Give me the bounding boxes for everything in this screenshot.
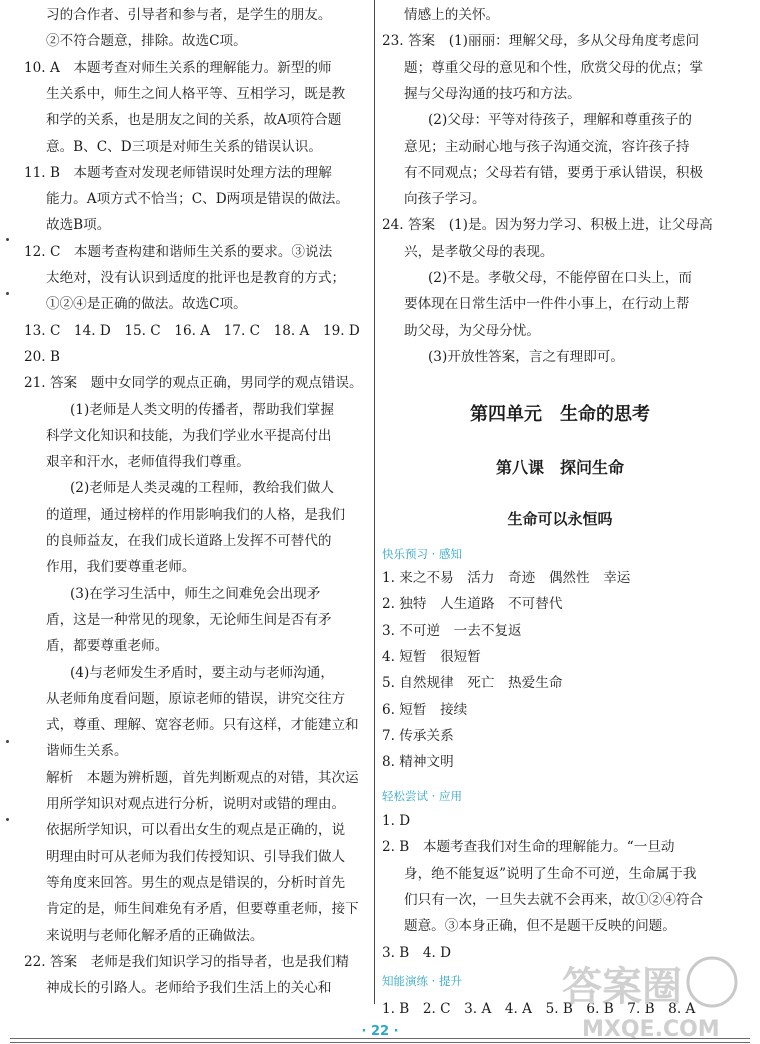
preview-item: 2. 独特 人生道路 不可替代 [382, 596, 563, 613]
preview-item: 6. 短暂 接续 [382, 701, 468, 718]
margin-mark [6, 238, 9, 241]
text-line: 12. C 本题考查构建和谐师生关系的要求。③说法 [24, 243, 333, 260]
text-line: 2. B 本题考查我们对生命的理解能力。“一旦动 [382, 839, 675, 856]
watermark-url: MXQE.COM [582, 1017, 720, 1042]
section-header-trial: 轻松尝试 · 应用 [382, 789, 462, 803]
text-line: 们只有一次，一旦失去就不会再来，故①②④符合 [404, 891, 704, 908]
text-line: ②不符合题意，排除。故选C项。 [46, 33, 247, 50]
text-line: 10. A 本题考查对师生关系的理解能力。新型的师 [24, 59, 332, 76]
text-line: 意。B、C、D三项是对师生关系的错误认识。 [46, 138, 322, 155]
text-line: (3)开放性答案，言之有理即可。 [428, 348, 624, 365]
section-header-preview: 快乐预习 · 感知 [382, 547, 462, 561]
page-number: · 22 · [361, 1024, 399, 1039]
text-line: 11. B 本题考查对发现老师错误时处理方法的理解 [24, 164, 332, 181]
text-line: 3. B 4. D [382, 944, 452, 961]
text-line: 的道理，通过榜样的作用影响我们的人格，是我们 [46, 506, 346, 523]
text-line: 的良师益友，在我们成长道路上发挥不可替代的 [46, 533, 332, 549]
preview-item: 7. 传承关系 [382, 727, 454, 744]
text-line: 来说明与老师化解矛盾的正确做法。 [46, 927, 264, 944]
practice-answers: 1. B 2. C 3. A 4. A 5. B 6. B 7. B 8. A [382, 1001, 696, 1017]
text-line: ①②④是正确的做法。故选C项。 [46, 296, 247, 313]
text-line: (2)不是。孝敬父母，不能停留在口头上，而 [428, 270, 692, 286]
text-line: 明理由时可从老师为我们传授知识、引导我们做人 [46, 848, 346, 865]
preview-item: 3. 不可逆 一去不复返 [382, 622, 522, 639]
right-column [382, 0, 738, 1017]
margin-mark [6, 818, 9, 821]
text-line: 太绝对，没有认识到适度的批评也是教育的方式； [46, 270, 346, 286]
text-line: 解析 本题为辨析题，首先判断观点的对错，其次运 [46, 769, 359, 786]
text-line: 谐师生关系。 [46, 743, 128, 760]
text-line: 科学文化知识和技能，为我们学业水平提高付出 [46, 427, 332, 444]
column-divider [374, 0, 375, 1004]
margin-mark [6, 740, 9, 743]
margin-mark [6, 292, 9, 295]
preview-item: 5. 自然规律 死亡 热爱生命 [382, 675, 563, 692]
preview-item: 8. 精神文明 [382, 754, 454, 771]
text-line: 向孩子学习。 [404, 191, 486, 208]
text-line: 盾，这是一种常见的现象，无论师生间是否有矛 [46, 611, 332, 628]
text-line: 神成长的引路人。老师给予我们生活上的关心和 [46, 980, 332, 997]
text-line: 艰辛和汗水，老师值得我们尊重。 [46, 454, 250, 471]
text-line: 23. 答案 (1)丽丽：理解父母，多从父母角度考虑问 [382, 33, 700, 50]
text-line: 要体现在日常生活中一件件小事上，在行动上帮 [404, 296, 690, 313]
text-line: (3)在学习生活中，师生之间难免会出现矛 [70, 585, 321, 602]
text-line: 有不同观点；父母若有错，要勇于承认错误，积极 [404, 164, 704, 181]
text-line: (2)父母：平等对待孩子，理解和尊重孩子的 [428, 112, 692, 129]
text-line: 24. 答案 (1)是。因为努力学习、积极上进，让父母高 [382, 217, 713, 234]
text-line: 13. C 14. D 15. C 16. A 17. C 18. A 19. D [24, 322, 360, 339]
watermark-text: 答案圈 [562, 964, 682, 1010]
text-line: 作用，我们要尊重老师。 [46, 559, 196, 576]
text-line: 兴，是孝敬父母的表现。 [404, 243, 554, 260]
section-title: 生命可以永恒吗 [507, 510, 613, 528]
text-line: 肯定的是，师生间难免有矛盾，但要尊重老师，接下 [46, 901, 359, 918]
text-line: 和学的关系，也是朋友之间的关系，故A项符合题 [46, 112, 342, 129]
text-line: 意见；主动耐心地与孩子沟通交流，容许孩子持 [404, 138, 690, 155]
text-line: 能力。A项方式不恰当；C、D两项是错误的做法。 [46, 191, 349, 208]
text-line: 从老师角度看问题，原谅老师的错误，讲究交往方 [46, 690, 346, 707]
text-line: 盾，都要尊重老师。 [46, 638, 169, 655]
unit-title: 第四单元 生命的思考 [470, 404, 650, 425]
text-line: 式，尊重、理解、宽容老师。只有这样，才能建立和 [46, 717, 359, 734]
text-line: 题意。③本身正确，但不是题干反映的问题。 [404, 918, 676, 935]
text-line: 题；尊重父母的意见和个性，欣赏父母的优点；掌 [404, 59, 704, 76]
preview-item: 1. 来之不易 活力 奇迹 偶然性 幸运 [382, 570, 631, 586]
text-line: 21. 答案 题中女同学的观点正确，男同学的观点错误。 [24, 375, 363, 392]
text-line: 1. D [382, 813, 411, 829]
preview-item: 4. 短暂 很短暂 [382, 648, 481, 665]
left-column [24, 0, 368, 1004]
text-line: (2)老师是人类灵魂的工程师，教给我们做人 [70, 480, 334, 497]
lesson-title: 第八课 探问生命 [495, 458, 624, 477]
text-line: 习的合作者、引导者和参与者，是学生的朋友。 [46, 7, 332, 23]
text-line: 握与父母沟通的技巧和方法。 [404, 85, 581, 102]
text-line: 20. B [24, 348, 60, 365]
text-line: 生关系中，师生之间人格平等、互相学习，既是教 [46, 85, 346, 102]
text-line: (4)与老师发生矛盾时，要主动与老师沟通， [70, 664, 334, 681]
text-line: 用所学知识对观点进行分析，说明对或错的理由。 [46, 796, 346, 812]
text-line: 助父母，为父母分忧。 [404, 322, 540, 339]
text-line: (1)老师是人类文明的传播者，帮助我们掌握 [70, 401, 334, 418]
text-line: 故选B项。 [46, 217, 111, 234]
text-line: 依据所学知识，可以看出女生的观点是正确的，说 [46, 822, 346, 839]
text-line: 情感上的关怀。 [404, 7, 500, 23]
bottom-rule [10, 1038, 750, 1043]
text-line: 22. 答案 老师是我们知识学习的指导者，也是我们精 [24, 953, 350, 970]
section-header-practice: 知能演练 · 提升 [382, 974, 462, 988]
text-line: 身，绝不能复返”说明了生命不可逆，生命属于我 [404, 865, 697, 882]
text-line: 等角度来回答。男生的观点是错误的，分析时首先 [46, 874, 346, 891]
